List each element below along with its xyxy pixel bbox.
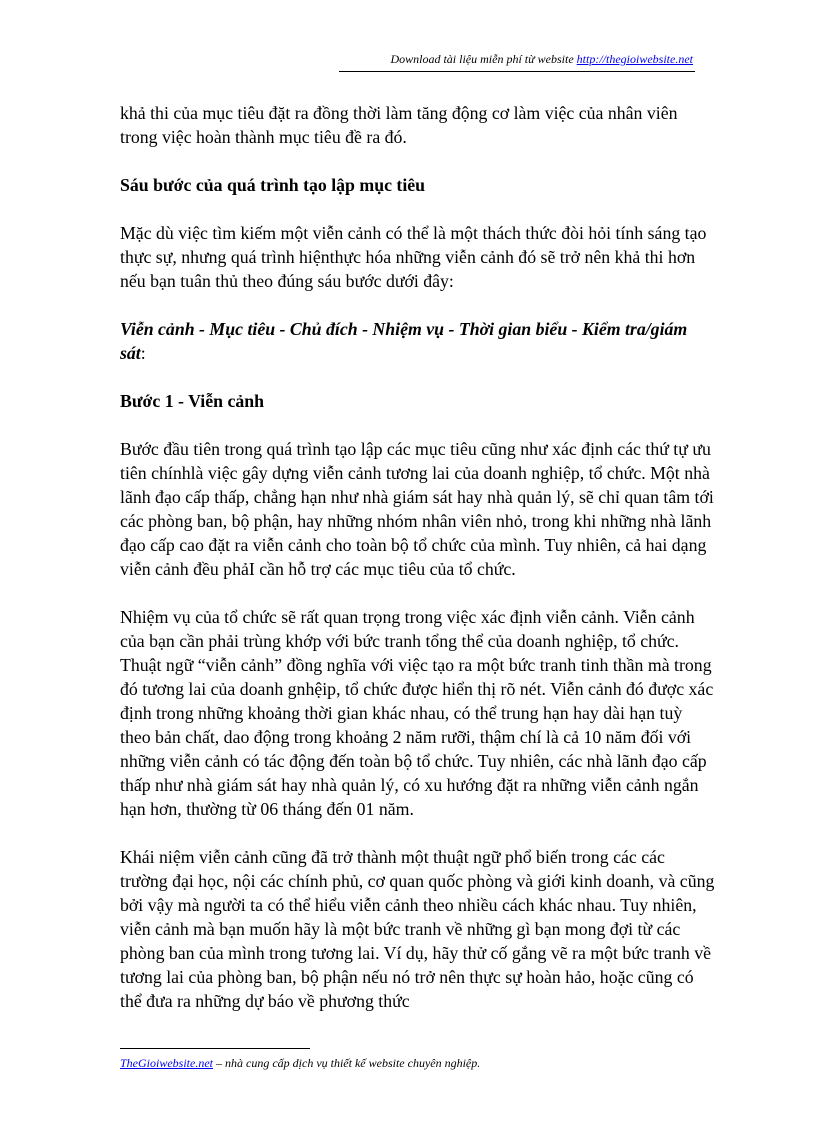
section-heading-step-1: Bước 1 - Viễn cảnh xyxy=(120,391,265,411)
header-link[interactable]: http://thegioiwebsite.net xyxy=(576,52,693,66)
steps-line xyxy=(120,317,716,365)
page-header xyxy=(390,52,693,67)
paragraph-5: Khái niệm viễn cảnh cũng đã trở thành một thuật ngữ phổ biến trong các các trường đại học, nội các chính phủ, cơ quan quốc phòng và giới kinh doanh, và cũng bởi vậy mà người ta có thể hiểu viễn cảnh theo nhiều cách khác nhau. Tuy nhiên, viễn cảnh mà bạn muốn hãy là một bức tranh về những gì bạn mong đợi từ các phòng ban của mình trong tương lai. Ví dụ, hãy thử cố gắng vẽ ra một bức tranh về tương lai của phòng ban, bộ phận nếu nó trở nên thực sự hoàn hảo, hoặc cũng có thể đưa ra những dự báo về phương thức xyxy=(120,847,715,1011)
steps-list: Viễn cảnh - Mục tiêu - Chủ đích - Nhiệm vụ - Thời gian biểu - Kiểm tra/giám sát xyxy=(120,319,688,363)
steps-suffix: : xyxy=(140,343,146,363)
document-body xyxy=(120,101,716,1013)
footer-divider xyxy=(120,1048,310,1049)
section-heading-six-steps: Sáu bước của quá trình tạo lập mục tiêu xyxy=(120,175,426,195)
paragraph-4: Nhiệm vụ của tổ chức sẽ rất quan trọng trong việc xác định viễn cảnh. Viễn cảnh của bạn cần phải trùng khớp với bức tranh tổng thể của doanh nghiệp, tổ chức. Thuật ngữ “viễn cảnh” đồng nghĩa với việc tạo ra một bức tranh tinh thần mà trong đó tương lai của doanh gnhệip, tổ chức được hiển thị rõ nét. Viễn cảnh đó được xác định trong những khoảng thời gian khác nhau, có thể trung hạn hay dài hạn tuỳ theo bản chất, dao động trong khoảng 2 năm rưỡi, thậm chí là cả 10 năm đối với những viễn cảnh có tác động đến toàn bộ tổ chức. Tuy nhiên, các nhà lãnh đạo cấp thấp như nhà giám sát hay nhà quản lý, có xu hướng đặt ra những viễn cảnh ngắn hạn hơn, thường từ 06 tháng đến 01 năm. xyxy=(120,607,714,819)
paragraph-1: khả thi của mục tiêu đặt ra đồng thời làm tăng động cơ làm việc của nhân viên trong việc hoàn thành mục tiêu đề ra đó. xyxy=(120,103,678,147)
paragraph-3: Bước đầu tiên trong quá trình tạo lập các mục tiêu cũng như xác định các thứ tự ưu tiên chínhlà việc gây dựng viễn cảnh tương lai của doanh nghiệp, tổ chức. Một nhà lãnh đạo cấp thấp, chẳng hạn như nhà giám sát hay nhà quản lý, sẽ chỉ quan tâm tới các phòng ban, bộ phận, hay những nhóm nhân viên nhỏ, trong khi những nhà lãnh đạo cấp cao đặt ra viễn cảnh cho toàn bộ tổ chức của mình. Tuy nhiên, cả hai dạng viễn cảnh đều phảI cần hỗ trợ các mục tiêu của tổ chức. xyxy=(120,439,714,579)
page-footer xyxy=(120,1056,480,1071)
paragraph-2: Mặc dù việc tìm kiếm một viễn cảnh có thể là một thách thức đòi hỏi tính sáng tạo thực sự, nhưng quá trình hiệnthực hóa những viễn cảnh đó sẽ trở nên khả thi hơn nếu bạn tuân thủ theo đúng sáu bước dưới đây: xyxy=(120,223,707,291)
header-text: Download tài liệu miễn phí từ website xyxy=(390,52,577,66)
footer-link[interactable]: TheGioiwebsite.net xyxy=(120,1056,213,1070)
footer-text: – nhà cung cấp dịch vụ thiết kế website chuyên nghiệp. xyxy=(213,1056,481,1070)
header-divider xyxy=(339,71,695,72)
